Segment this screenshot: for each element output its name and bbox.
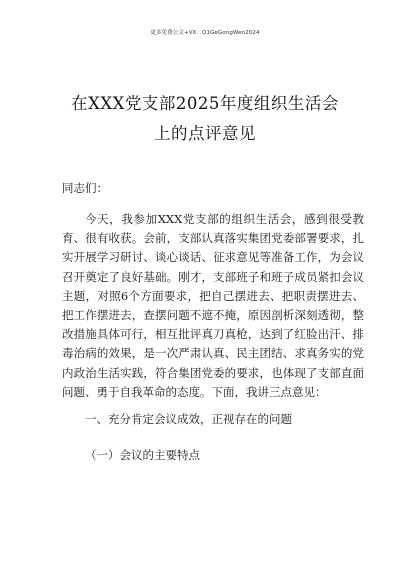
body-paragraph: 今天，我参加XXX党支部的组织生活会，感到很受教育、很有收获。会前，支部认真落实集团党委部署要求，扎实开展学习研讨、谈心谈话、征求意见等准备工作，为会议召开奠定了良好基础。刚才，支部班子和班子成员紧扣会议主题，对照6个方面要求，把自己摆进去、把职责摆进去、把工作摆进去，查摆问题不遮不掩，原因剖析深刻透彻，整改措施具体可行，相互批评真刀真枪，达到了红脸出汗、排毒治病的效果，是一次严肃认真、民主团结、求真务实的党内政治生活实践，符合集团党委的要求，也体现了支部直面问题、勇于自我革命的态度。下面，我讲三点意见：: [62, 212, 364, 399]
document-title-line-2: 上的点评意见: [154, 124, 256, 143]
salutation: 同志们：: [62, 181, 108, 195]
section-heading: 一、充分肯定会议成效，正视存在的问题: [85, 412, 292, 426]
sub-heading: （一）会议的主要特点: [85, 448, 200, 462]
document-title-line-1: 在XXX党支部2025年度组织生活会: [71, 94, 339, 113]
header-note: 更多免费公文+VX：Q1GeGongWen2024: [150, 30, 260, 36]
